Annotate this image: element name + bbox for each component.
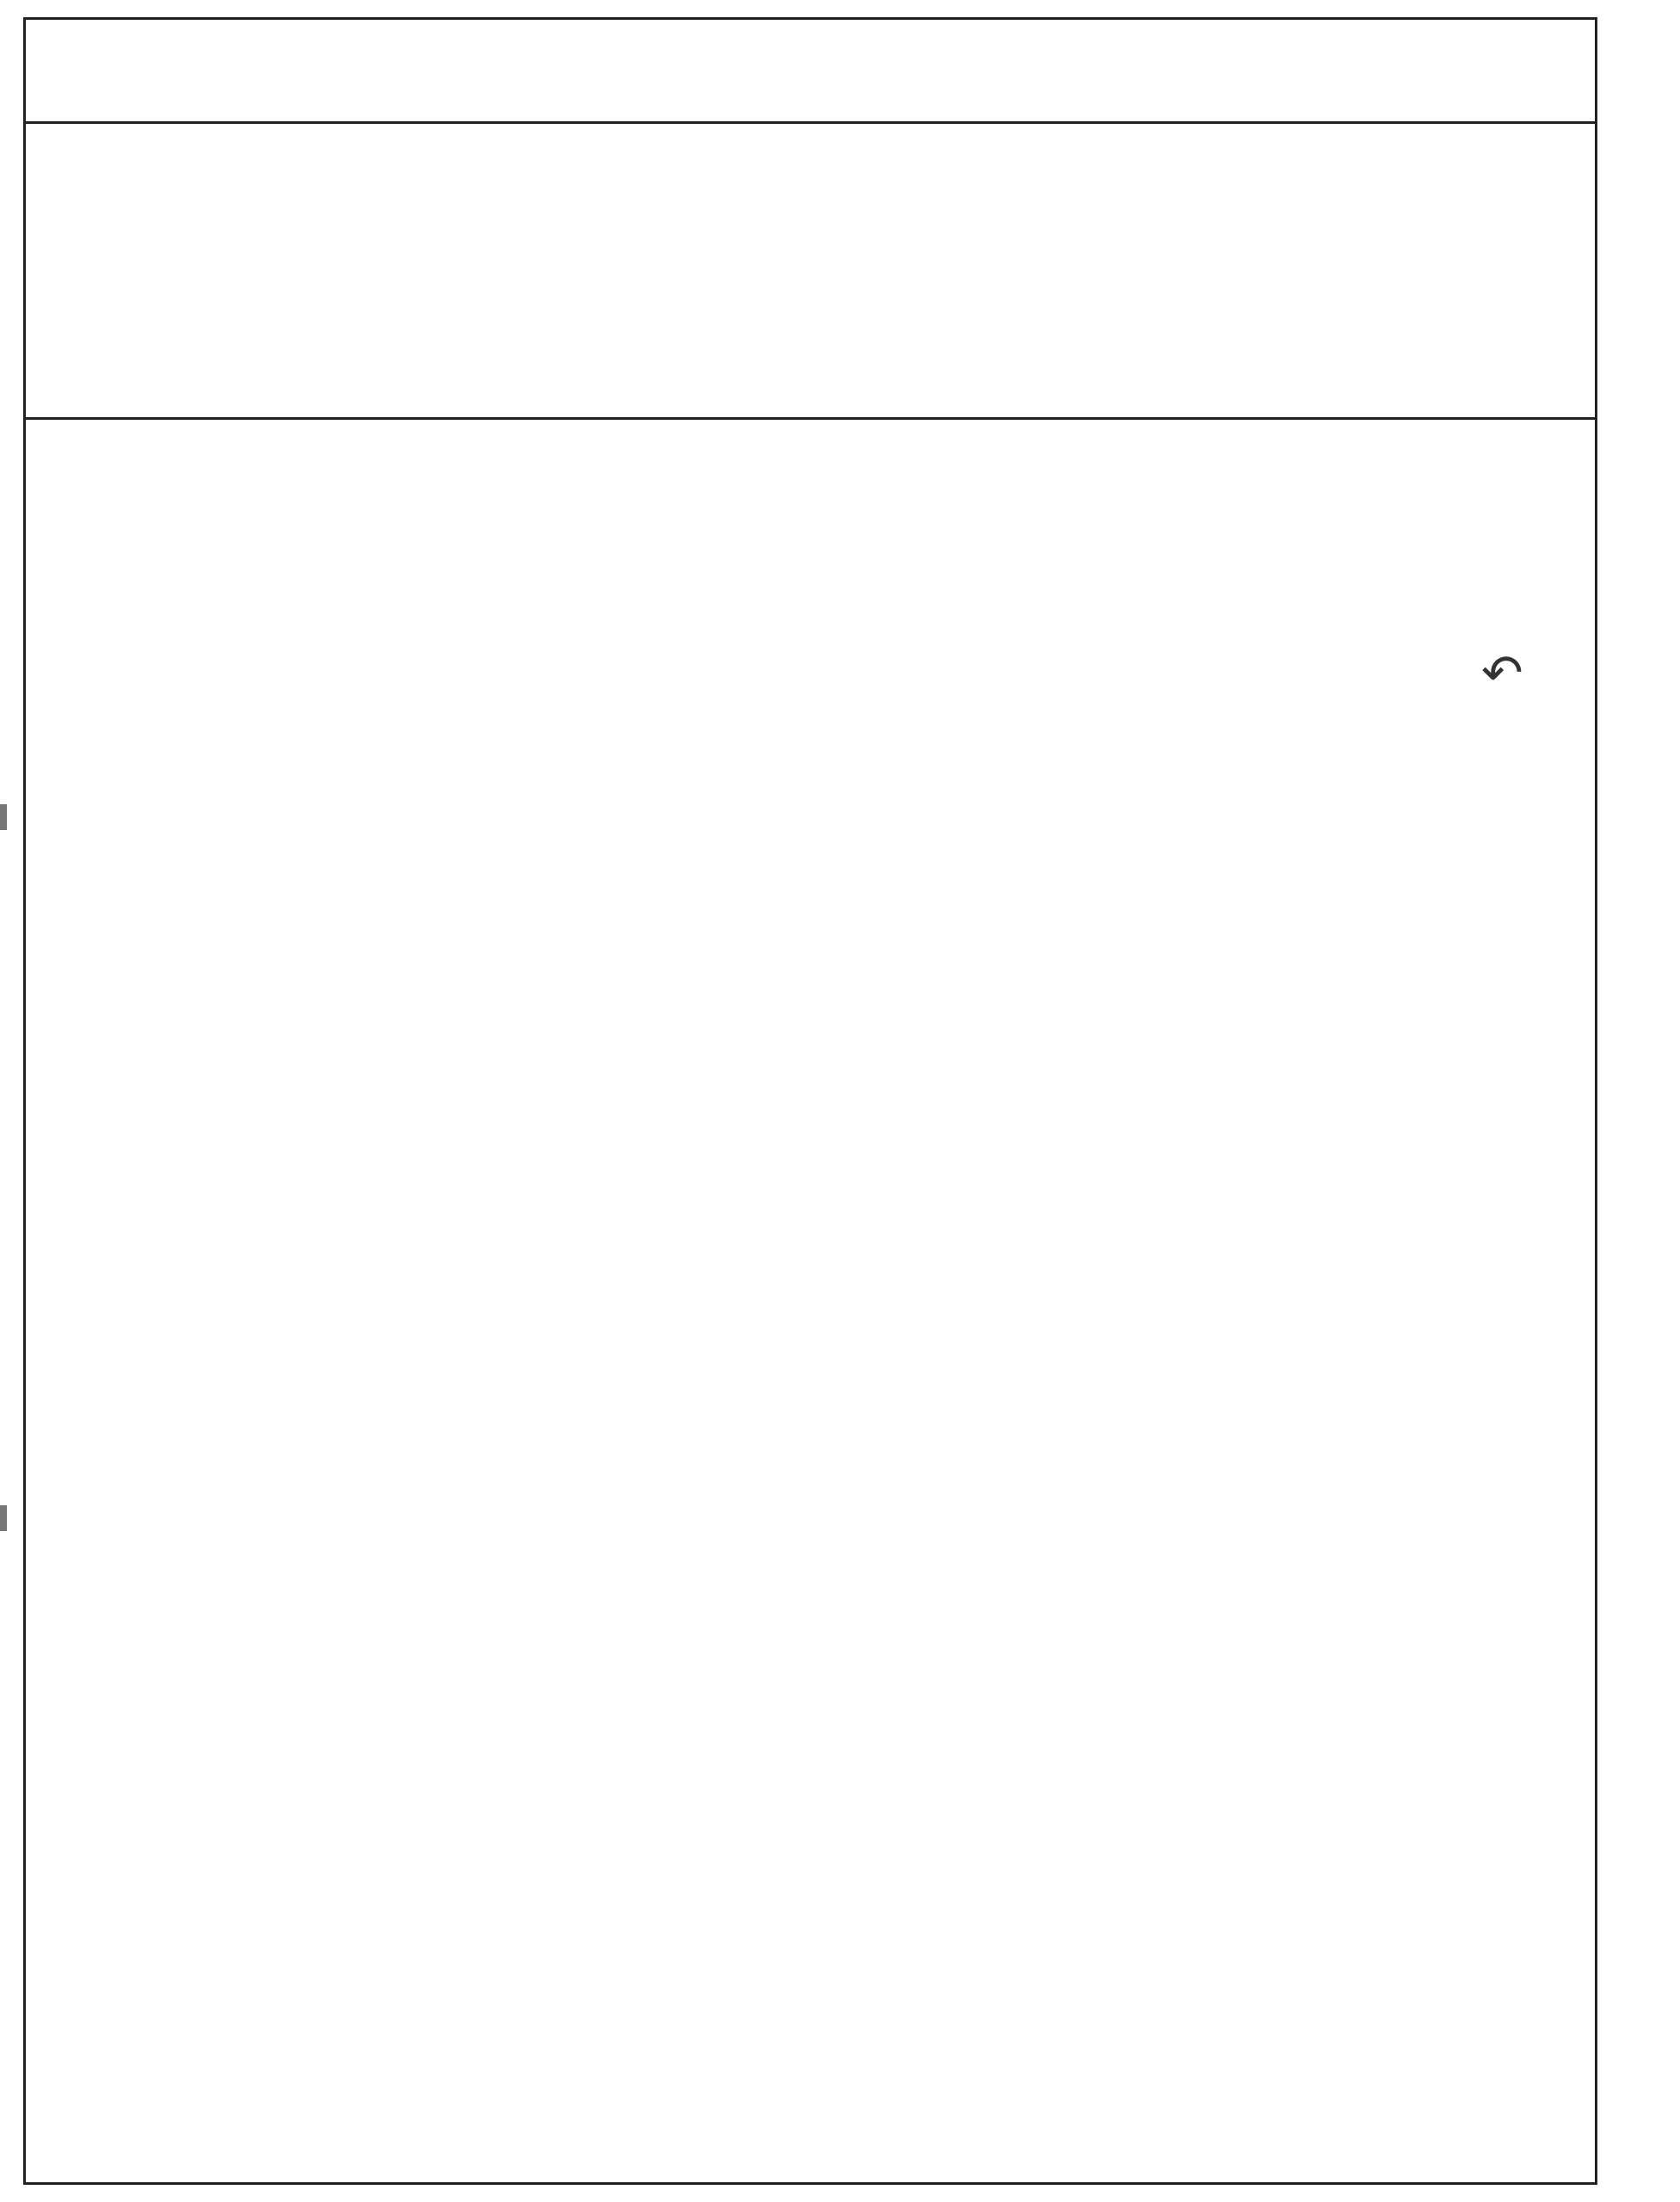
edge-mark [0,1505,7,1531]
edge-mark [0,804,7,830]
survey-rows [26,417,1595,420]
page-title [26,20,1595,124]
handwritten-arrow-icon: ↶ [1481,643,1523,702]
survey-sheet [23,17,1597,2185]
